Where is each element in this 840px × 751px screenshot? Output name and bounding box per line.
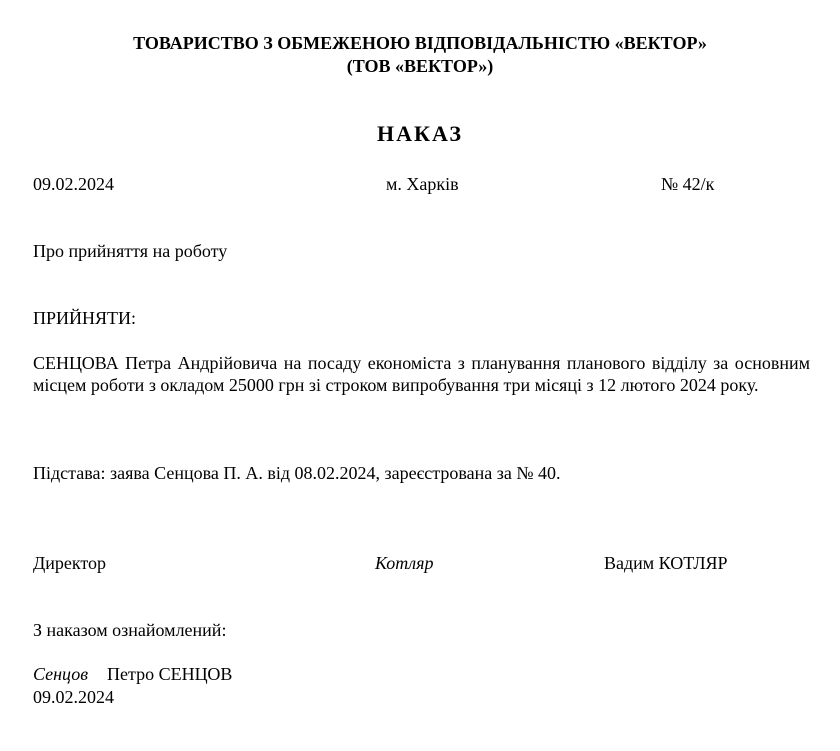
employee-name: Петро СЕНЦОВ bbox=[107, 664, 233, 684]
document-title: НАКАЗ bbox=[377, 121, 463, 146]
order-text: СЕНЦОВА Петра Андрійовича на посаду економіста з планування планового відділу за основним місцем роботи з окладом 25000 грн зі строком випробування три місяці з 12 лютого 2024 року. bbox=[33, 353, 810, 395]
organization-name: ТОВАРИСТВО З ОБМЕЖЕНОЮ ВІДПОВІДАЛЬНІСТЮ «ВЕКТОР» bbox=[133, 33, 707, 53]
document-subject: Про прийняття на роботу bbox=[33, 241, 228, 261]
acquaintance-label: З наказом ознайомлений: bbox=[33, 620, 227, 640]
order-keyword: ПРИЙНЯТИ: bbox=[33, 308, 137, 328]
signer-position: Директор bbox=[33, 553, 107, 573]
document-date: 09.02.2024 bbox=[33, 174, 114, 194]
employee-handwritten-signature: Сенцов bbox=[33, 664, 89, 684]
document-city: м. Харків bbox=[386, 174, 459, 194]
order-basis: Підстава: заява Сенцова П. А. від 08.02.2024, зареєстрована за № 40. bbox=[33, 463, 561, 483]
signer-handwritten-signature: Котляр bbox=[375, 553, 434, 573]
acquaintance-date: 09.02.2024 bbox=[33, 687, 114, 707]
document-number: № 42/к bbox=[661, 174, 715, 194]
signer-name: Вадим КОТЛЯР bbox=[604, 553, 728, 573]
organization-short-name: (ТОВ «ВЕКТОР») bbox=[346, 56, 494, 76]
